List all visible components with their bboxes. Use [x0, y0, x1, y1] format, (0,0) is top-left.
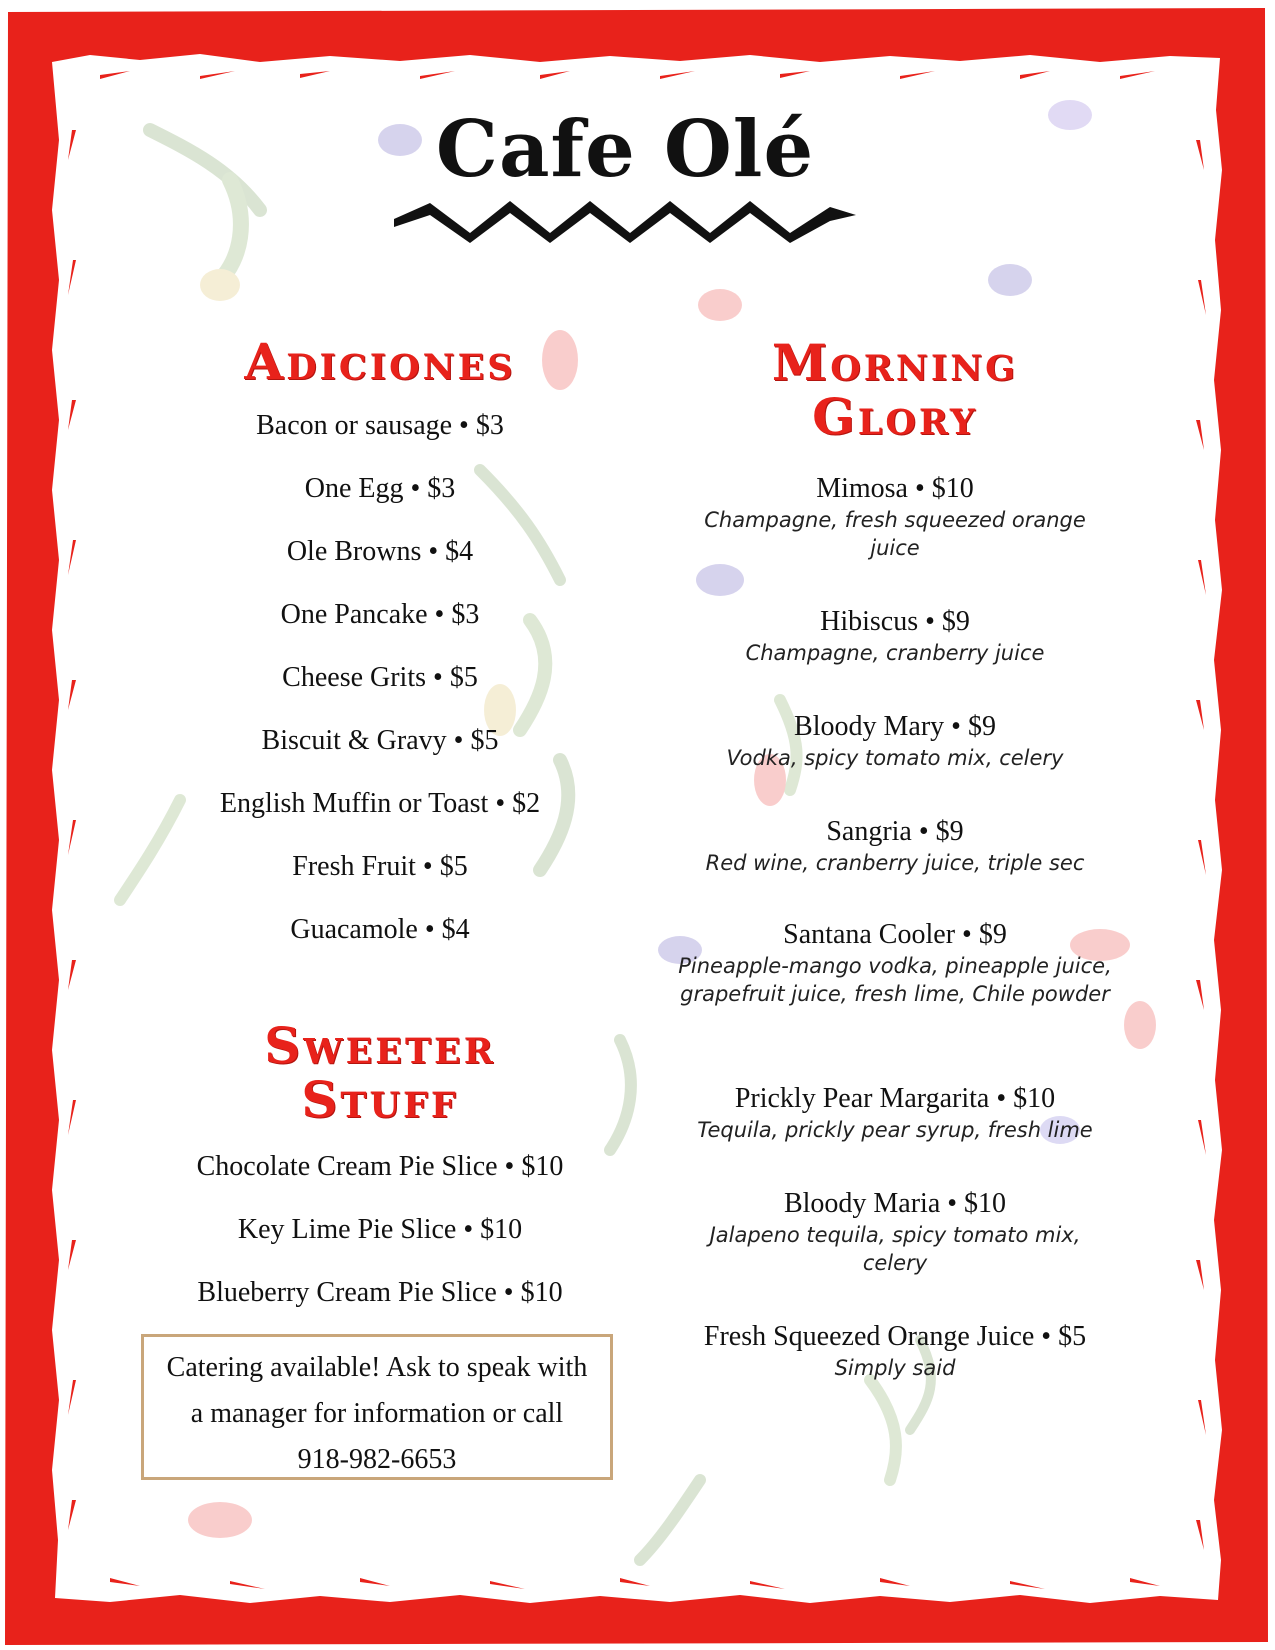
- adiciones-item: Guacamole • $4: [290, 914, 470, 945]
- adiciones-item: Cheese Grits • $5: [282, 662, 478, 693]
- catering-phone: 918-982-6653: [297, 1444, 457, 1475]
- drink-description: Champagne, cranberry juice: [745, 641, 1045, 665]
- drink-name: Fresh Squeezed Orange Juice • $5: [703, 1321, 1087, 1352]
- drink-item: [670, 1082, 1120, 1144]
- restaurant-name: Cafe Olé: [435, 104, 815, 195]
- drink-name: Mimosa • $10: [816, 473, 974, 504]
- dessert-item: Key Lime Pie Slice • $10: [237, 1214, 523, 1245]
- adiciones-item: Bacon or sausage • $3: [256, 410, 504, 441]
- dessert-item: Chocolate Cream Pie Slice • $10: [196, 1151, 564, 1182]
- drink-name: Bloody Maria • $10: [783, 1188, 1007, 1219]
- morning-glory-title-line1: Morning: [771, 333, 1019, 392]
- drink-item: [670, 1320, 1120, 1382]
- adiciones-item: English Muffin or Toast • $2: [219, 788, 541, 819]
- drink-description: Tequila, prickly pear syrup, fresh lime: [697, 1118, 1093, 1142]
- catering-line1: Catering available! Ask to speak with: [166, 1352, 588, 1383]
- drink-item: [670, 1187, 1120, 1277]
- drink-name: Prickly Pear Margarita • $10: [734, 1083, 1056, 1114]
- drink-item: [670, 815, 1120, 877]
- adiciones-item: Ole Browns • $4: [286, 536, 474, 567]
- drink-description: Red wine, cranberry juice, triple sec: [705, 851, 1085, 875]
- drink-item: [670, 472, 1120, 562]
- drink-item: [670, 605, 1120, 667]
- drink-name: Sangria • $9: [826, 816, 964, 847]
- drink-description: Champagne, fresh squeezed orange juice: [704, 508, 1086, 560]
- drink-description: Simply said: [834, 1356, 956, 1380]
- drink-item: [670, 918, 1120, 1008]
- adiciones-item: One Egg • $3: [304, 473, 456, 504]
- sweeter-stuff-title-line2: Stuff: [301, 1070, 459, 1129]
- drink-name: Bloody Mary • $9: [794, 711, 996, 742]
- drink-item: [670, 710, 1120, 772]
- adiciones-item: Fresh Fruit • $5: [292, 851, 468, 882]
- catering-notice-box: [141, 1334, 613, 1480]
- restaurant-logo: [370, 105, 880, 245]
- drink-description: Vodka, spicy tomato mix, celery: [726, 746, 1064, 770]
- catering-line2: a manager for information or call: [190, 1398, 564, 1429]
- sweeter-stuff-title-line1: Sweeter: [264, 1016, 496, 1075]
- adiciones-title: Adiciones: [244, 332, 516, 391]
- drink-name: Santana Cooler • $9: [783, 919, 1007, 950]
- adiciones-item: Biscuit & Gravy • $5: [261, 725, 499, 756]
- adiciones-item: One Pancake • $3: [280, 599, 480, 630]
- drink-name: Hibiscus • $9: [820, 606, 970, 637]
- drink-description: Jalapeno tequila, spicy tomato mix, celery: [709, 1223, 1081, 1275]
- drink-description: Pineapple-mango vodka, pineapple juice, grapefruit juice, fresh lime, Chile powder: [678, 954, 1112, 1006]
- logo-zigzag-underline: [390, 193, 860, 243]
- dessert-item: Blueberry Cream Pie Slice • $10: [197, 1277, 563, 1308]
- morning-glory-title-line2: Glory: [812, 387, 978, 446]
